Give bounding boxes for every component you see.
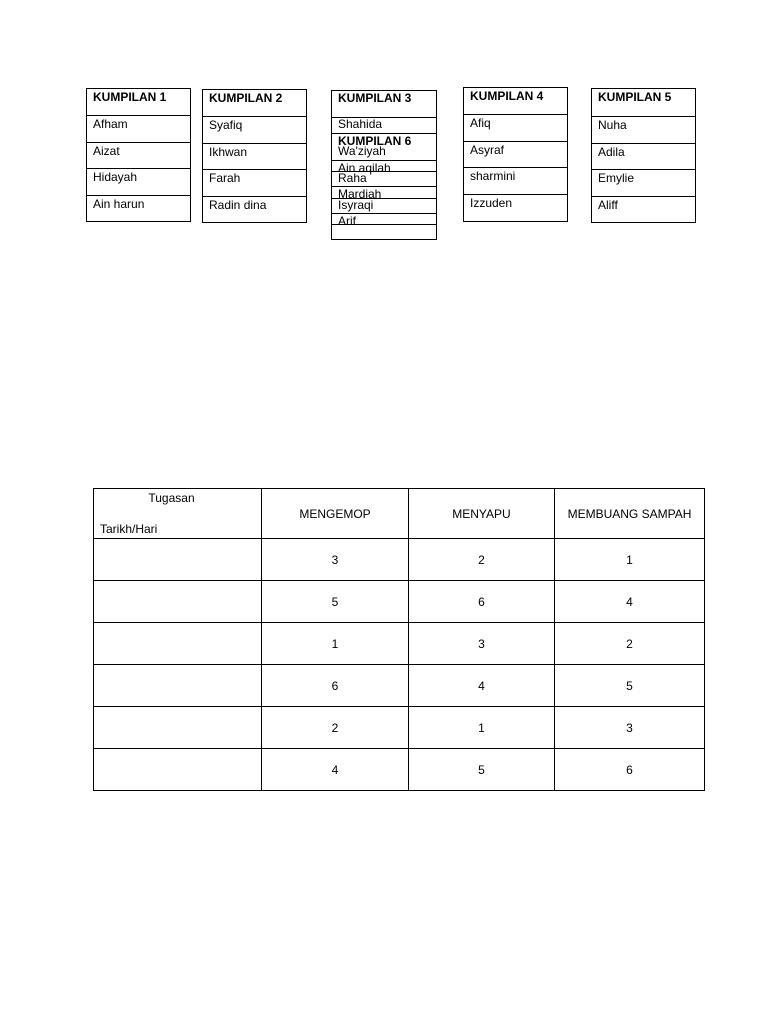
member-row	[592, 170, 695, 197]
member-row	[592, 117, 695, 144]
member-name: Hidayah	[93, 170, 138, 184]
member-row	[203, 144, 306, 170]
date-cell	[94, 665, 262, 707]
member-name: Izzuden	[470, 196, 513, 210]
group-title: KUMPILAN 2	[209, 91, 283, 105]
group-title-row	[87, 89, 190, 116]
group-number-cell: 3	[555, 707, 705, 749]
group-number-cell: 5	[262, 581, 409, 623]
member-row	[203, 170, 306, 197]
member-name: Isyraqi	[338, 198, 374, 212]
group-number-cell: 5	[555, 665, 705, 707]
member-name: Adila	[598, 145, 625, 159]
member-name: Mardiah	[338, 187, 382, 201]
table-row	[94, 623, 705, 665]
group-number-cell: 1	[262, 623, 409, 665]
column-header: MENYAPU	[409, 489, 555, 539]
group-box-5	[591, 88, 696, 223]
member-name: Radin dina	[209, 198, 267, 212]
member-row	[464, 195, 567, 222]
group-number-cell: 4	[555, 581, 705, 623]
member-row	[203, 197, 306, 223]
member-row	[592, 197, 695, 223]
member-row	[87, 143, 190, 169]
date-cell	[94, 539, 262, 581]
group-number-cell: 1	[409, 707, 555, 749]
group-title-row	[203, 90, 306, 117]
member-name: Aliff	[598, 198, 618, 212]
member-row	[87, 116, 190, 143]
group-title: KUMPILAN 4	[470, 89, 544, 103]
corner-label-tasks: Tugasan	[148, 491, 195, 505]
member-name: Asyraf	[470, 143, 505, 157]
group-box-1	[86, 88, 191, 222]
member-name: Aizat	[93, 144, 120, 158]
group-number-cell: 6	[555, 749, 705, 791]
table-row	[94, 749, 705, 791]
group-number-cell: 2	[409, 539, 555, 581]
member-name: Syafiq	[209, 118, 243, 132]
table-row	[94, 707, 705, 749]
member-name: sharmini	[470, 169, 516, 183]
group-title: KUMPILAN 5	[598, 90, 672, 104]
table-row	[94, 539, 705, 581]
member-name: Afiq	[470, 116, 491, 130]
corner-label-date: Tarikh/Hari	[100, 522, 158, 536]
group-number-cell: 2	[555, 623, 705, 665]
member-name: Raha	[338, 171, 367, 185]
group-box-3	[331, 90, 437, 240]
member-name: Ain harun	[93, 197, 145, 211]
group-number-cell: 1	[555, 539, 705, 581]
table-row	[94, 581, 705, 623]
table-header-row	[94, 489, 705, 539]
member-row	[592, 144, 695, 170]
member-name: Arif	[338, 214, 356, 228]
group-number-cell: 4	[262, 749, 409, 791]
group-title: KUMPILAN 6	[338, 134, 412, 148]
date-cell	[94, 707, 262, 749]
table-row	[94, 665, 705, 707]
member-row	[87, 169, 190, 196]
member-name: Ikhwan	[209, 145, 248, 159]
group-title: KUMPILAN 1	[93, 90, 167, 104]
column-header: MEMBUANG SAMPAH	[555, 489, 705, 539]
member-row	[464, 142, 567, 168]
group-box-4	[463, 87, 568, 222]
group-box-2	[202, 89, 307, 223]
group-number-cell: 6	[409, 581, 555, 623]
member-name: Shahida	[338, 117, 383, 131]
member-name: Nuha	[598, 118, 627, 132]
member-name: Emylie	[598, 171, 635, 185]
member-row	[87, 196, 190, 222]
member-row	[464, 168, 567, 195]
date-cell	[94, 581, 262, 623]
member-name: Farah	[209, 171, 241, 185]
member-row	[464, 115, 567, 142]
member-row	[203, 117, 306, 144]
group-title-row	[464, 88, 567, 115]
group-title-row	[592, 89, 695, 117]
corner-header-cell	[94, 489, 262, 539]
member-name: Wa'ziyah	[338, 144, 386, 158]
group-number-cell: 5	[409, 749, 555, 791]
group-title: KUMPILAN 3	[338, 91, 412, 105]
member-name: Ain aqilah	[338, 161, 391, 175]
date-cell	[94, 623, 262, 665]
group-number-cell: 3	[409, 623, 555, 665]
group-number-cell: 3	[262, 539, 409, 581]
group-number-cell: 2	[262, 707, 409, 749]
group-number-cell: 4	[409, 665, 555, 707]
column-header: MENGEMOP	[262, 489, 409, 539]
duty-schedule-table	[93, 488, 705, 791]
date-cell	[94, 749, 262, 791]
member-name: Afham	[93, 117, 128, 131]
group-number-cell: 6	[262, 665, 409, 707]
